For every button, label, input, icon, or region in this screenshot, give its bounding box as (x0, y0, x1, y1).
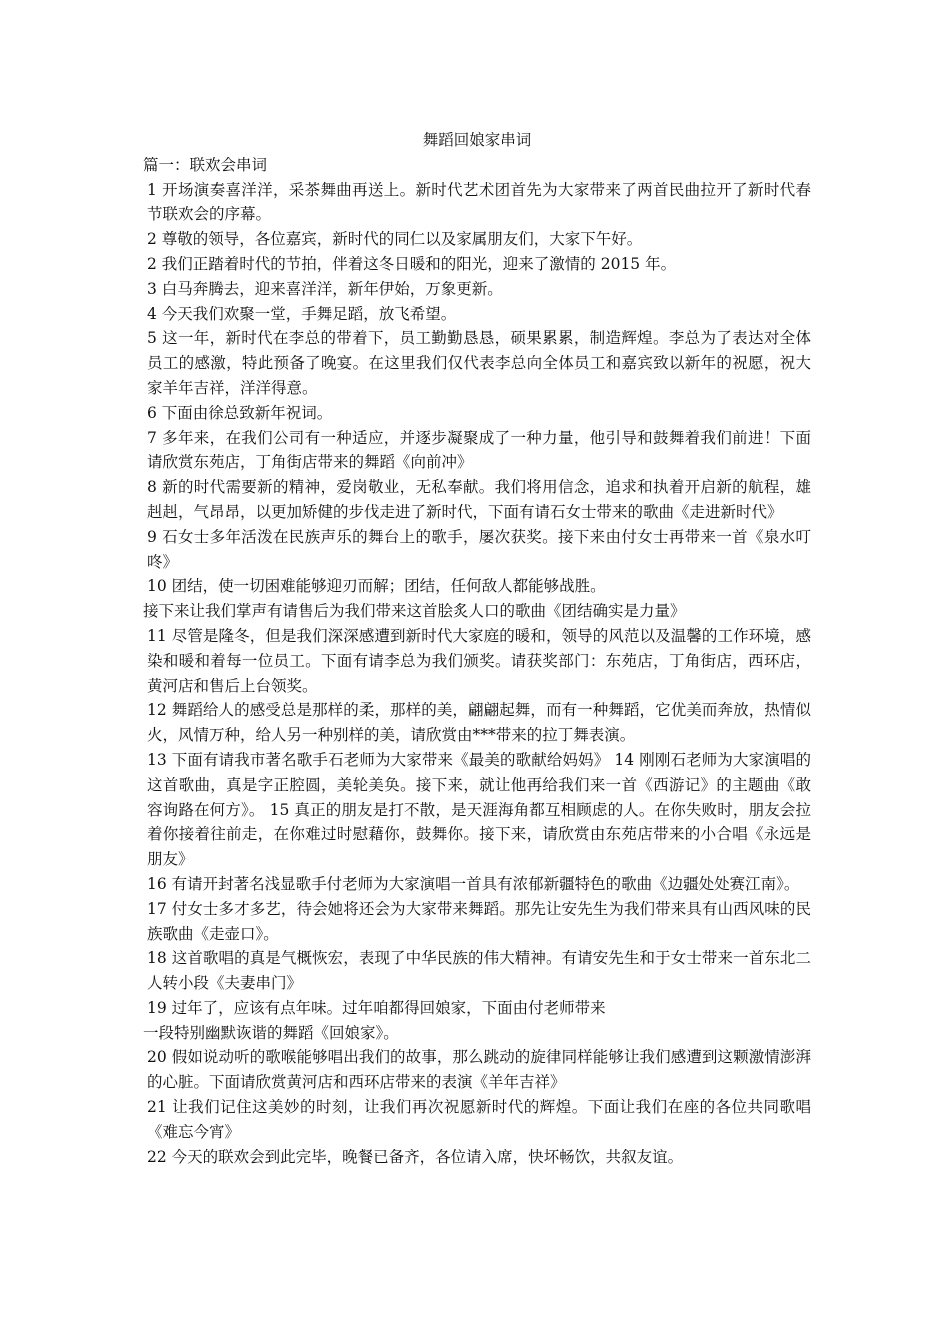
document-title: 舞蹈回娘家串词 (422, 131, 532, 149)
paragraph: 7 多年来，在我们公司有一种适应，并逐步凝聚成了一种力量，他引导和鼓舞着我们前进！下面请欣赏东苑店，丁角街店带来的舞蹈《向前冲》 (147, 428, 811, 472)
paragraph: 18 这首歌唱的真是气概恢宏，表现了中华民族的伟大精神。有请安先生和于女士带来一首东北二人转小段《夫妻串门》 (147, 949, 811, 993)
paragraph: 一段特别幽默诙谐的舞蹈《回娘家》。 (143, 1023, 399, 1042)
paragraph: 20 假如说动听的歌喉能够唱出我们的故事，那么跳动的旋律同样能够让我们感遭到这颗激情澎湃的心脏。下面请欣赏黄河店和西环店带来的表演《羊年吉祥》 (147, 1048, 811, 1092)
paragraph: 2 我们正踏着时代的节拍，伴着这冬日暖和的阳光，迎来了激情的 2015 年。 (147, 254, 677, 273)
paragraph: 21 让我们记住这美妙的时刻，让我们再次祝愿新时代的辉煌。下面让我们在座的各位共同歌唱《难忘今宵》 (147, 1098, 811, 1141)
paragraph: 9 石女士多年活泼在民族声乐的舞台上的歌手，屡次获奖。接下来由付女士再带来一首《泉水叮咚》 (147, 527, 811, 571)
paragraph: 2 尊敬的领导，各位嘉宾，新时代的同仁以及家属朋友们，大家下午好。 (147, 230, 643, 249)
paragraph: 6 下面由徐总致新年祝词。 (147, 403, 333, 422)
paragraph: 接下来让我们掌声有请售后为我们带来这首脍炙人口的歌曲《团结确实是力量》 (143, 602, 686, 621)
paragraph: 4 今天我们欢聚一堂，手舞足蹈，放飞希望。 (147, 304, 457, 323)
paragraph: 8 新的时代需要新的精神，爱岗敬业，无私奉献。我们将用信念，追求和执着开启新的航程，雄赳赳，气昂昂，以更加矫健的步伐走进了新时代，下面有请石女士带来的歌曲《走进新时代》 (147, 478, 811, 521)
paragraph: 22 今天的联欢会到此完毕，晚餐已备齐，各位请入席，快坏畅饮，共叙友谊。 (147, 1147, 684, 1166)
paragraph: 13 下面有请我市著名歌手石老师为大家带来《最美的歌献给妈妈》 14 刚刚石老师为大家演唱的这首歌曲，真是字正腔圆，美轮美奂。接下来，就让他再给我们来一首《西游记》的主题曲《敢容询路在何方》。 15 真正的朋友是打不散，是天涯海角都互相顾虑的人。在你失败时，朋友会拉着你接着往前走，在你难过时慰藉你，鼓舞你。接下来，请欣赏由东苑店带来的小合唱《永远是朋友》 (147, 750, 811, 869)
paragraph: 3 白马奔腾去，迎来喜洋洋，新年伊始，万象更新。 (147, 279, 503, 298)
paragraph-list (143, 178, 811, 1170)
paragraph: 1 开场演奏喜洋洋，采茶舞曲再送上。新时代艺术团首先为大家带来了两首民曲拉开了新时代春节联欢会的序幕。 (147, 180, 811, 224)
document-body (143, 128, 811, 1169)
paragraph: 19 过年了，应该有点年味。过年咱都得回娘家，下面由付老师带来 (147, 998, 606, 1017)
paragraph: 5 这一年，新时代在李总的带着下，员工勤勤恳恳，硕果累累，制造辉煌。李总为了表达对全体员工的感激，特此预备了晚宴。在这里我们仅代表李总向全体员工和嘉宾致以新年的祝愿，祝大家羊年吉祥，洋洋得意。 (147, 329, 811, 397)
paragraph: 10 团结，使一切困难能够迎刃而解；团结，任何敌人都能够战胜。 (147, 577, 606, 596)
paragraph: 11 尽管是隆冬，但是我们深深感遭到新时代大家庭的暖和，领导的风范以及温馨的工作环境，感染和暖和着每一位员工。下面有请李总为我们颁奖。请获奖部门：东苑店，丁角街店，西环店，黄河店和售后上台领奖。 (147, 626, 811, 695)
paragraph: 17 付女士多才多艺，待会她将还会为大家带来舞蹈。那先让安先生为我们带来具有山西风味的民族歌曲《走壶口》。 (147, 899, 811, 943)
paragraph: 12 舞蹈给人的感受总是那样的柔，那样的美，翩翩起舞，而有一种舞蹈，它优美而奔放，热情似火，风情万种，给人另一种别样的美，请欣赏由***带来的拉丁舞表演。 (147, 701, 811, 745)
paragraph: 16 有请开封著名浅显歌手付老师为大家演唱一首具有浓郁新疆特色的歌曲《边疆处处赛江南》。 (147, 874, 800, 893)
section-heading: 篇一：联欢会串词 (143, 155, 268, 174)
